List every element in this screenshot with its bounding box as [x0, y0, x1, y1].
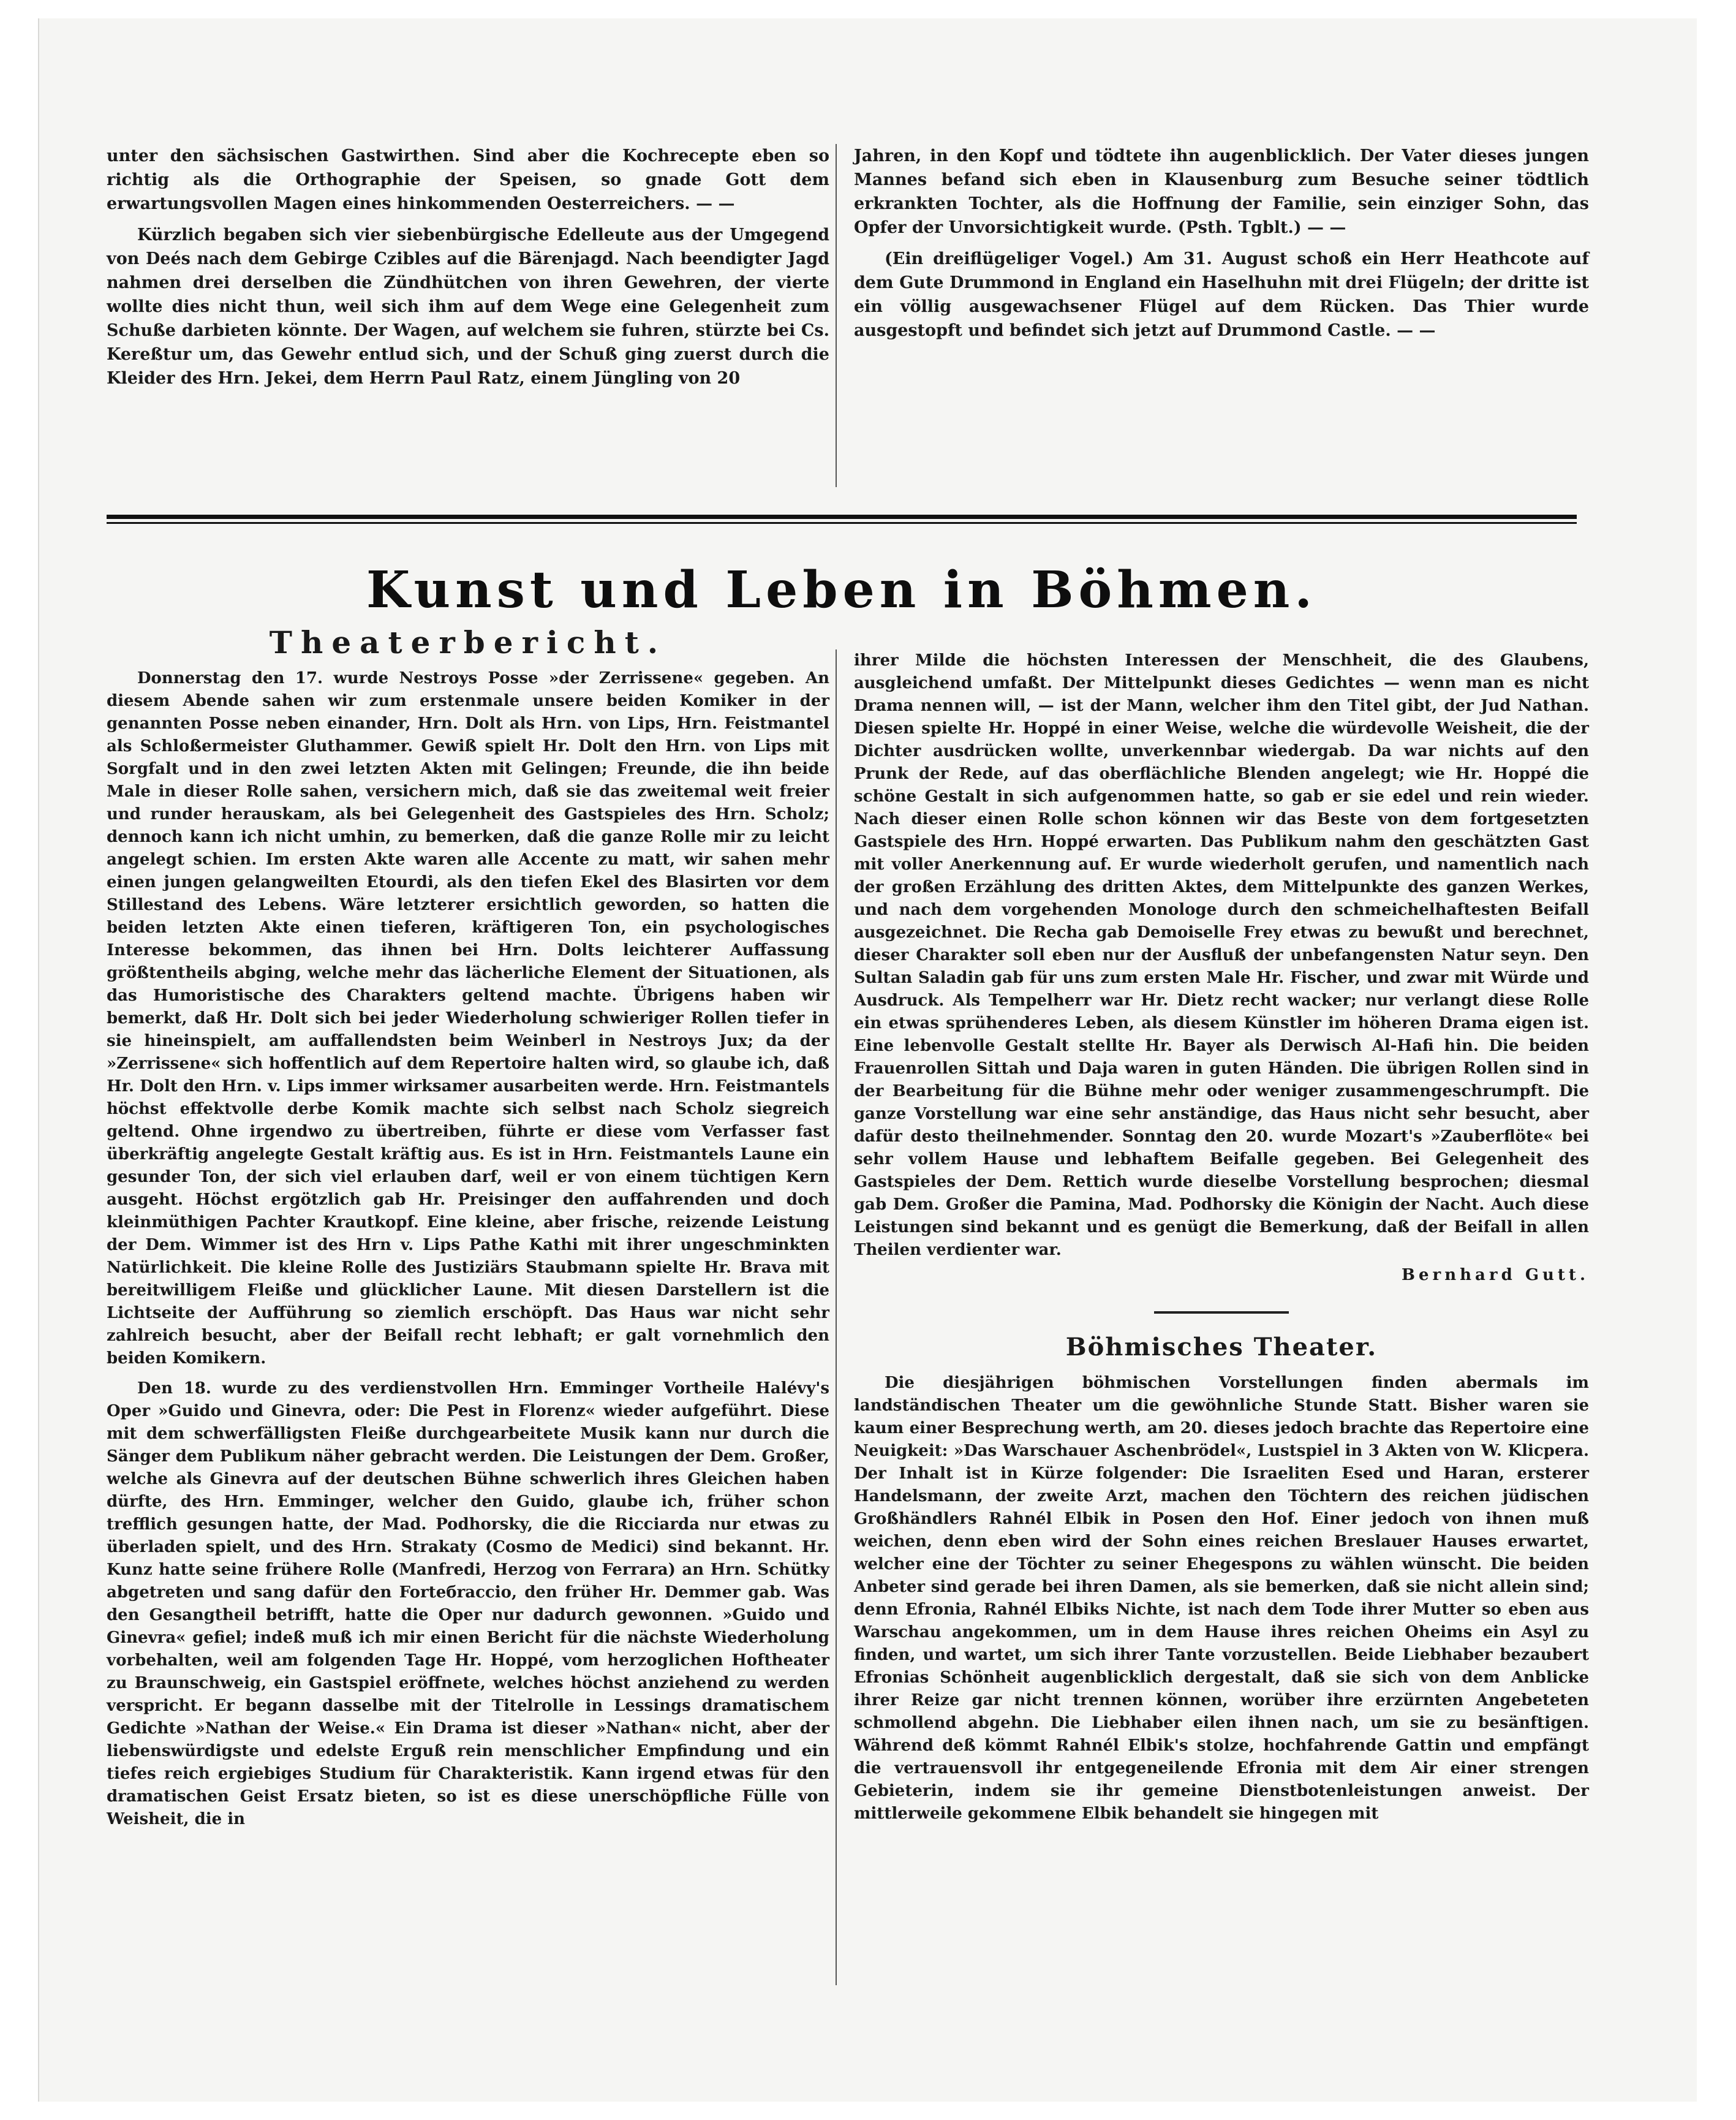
paragraph: ihrer Milde die höchsten Interessen der Menschheit, die des Glaubens, ausgleichend umfaßt. Der Mittelpunkt dieses Gedichtes — wenn man es nicht Drama nennen will, — ist der Mann, welcher ihm den Titel gibt, der Jud Nathan. Diesen spielte Hr. Hoppé in einer Weise, welche die würdevolle Weisheit, die der Dichter ausdrücken wollte, unverkennbar wiedergab. Da war nichts auf den Prunk der Rede, auf das oberflächliche Blenden angelegt; wie Hr. Hoppé die schöne Gestalt in sich aufgenommen hatte, so gab er sie edel und rein wieder. Nach dieser einen Rolle schon können wir das Beste von dem fortgesetzten Gastspiele des Hrn. Hoppé erwarten. Das Publikum nahm den geschätzten Gast mit voller Anerkennung auf. Er wurde wiederholt gerufen, und namentlich nach der großen Erzählung des dritten Aktes, dem Mittelpunkte des ganzen Werkes, und nach dem vorgehenden Monologe durch den schmeichelhaftesten Beifall ausgezeichnet. Die Recha gab Demoiselle Frey etwas zu bewußt und berechnet, dieser Charakter soll eben nur der Ausfluß der unbefangensten Natur seyn. Den Sultan Saladin gab für uns zum ersten Male Hr. Fischer, und zwar mit Würde und Ausdruck. Als Tempelherr war Hr. Dietz recht wacker; nur verlangt diese Rolle ein etwas sprühenderes Leben, als diesem Künstler im höheren Drama eigen ist. Eine lebenvolle Gestalt stellte Hr. Bayer als Derwisch Al-Hafi hin. Die beiden Frauenrollen Sittah und Daja waren in guten Händen. Die übrigen Rollen sind in der Bearbeitung für die Bühne mehr oder weniger zusammengeschrumpft. Die ganze Vorstellung war eine sehr anständige, das Haus nicht sehr besucht, aber dafür desto theilnehmender. Sonntag den 20. wurde Mozart's »Zauberflöte« bei sehr vollem Hause und lebhaftem Beifalle gegeben. Bei Gelegenheit des Gastspieles der Dem. Rettich wurde dieselbe Vorstellung besprochen; diesmal gab Dem. Großer die Pamina, Mad. Podhorsky die Königin der Nacht. Auch diese Leistungen sind bekannt und es genügt die Bemerkung, daß der Beifall in allen Theilen verdienter war.	[854, 651, 1589, 1259]
top-right-column	[842, 144, 1589, 350]
paragraph: (Ein dreiflügeliger Vogel.) Am 31. August schoß ein Herr Heathcote auf dem Gute Drummond in England ein Haselhuhn mit drei Flügeln; der dritte ist ein völlig ausgewachsener Flügel auf dem Rücken. Das Thier wurde ausgestopft und befindet sich jetzt auf Drummond Castle. — —	[854, 249, 1589, 340]
separator-rule	[1154, 1311, 1289, 1314]
theater-report-heading: Theaterbericht.	[269, 624, 667, 661]
paragraph: Kürzlich begaben sich vier siebenbürgische Edelleute aus der Umgegend von Deés nach dem Gebirge Czibles auf die Bärenjagd. Nach beendigter Jagd nahmen drei derselben die Zündhütchen von ihren Gewehren, der vierte wollte dies nicht thun, weil sich ihm auf dem Wege eine Gelegenheit zum Schuße darbieten könnte. Der Wagen, auf welchem sie fuhren, stürzte bei Cs. Kereßtur um, das Gewehr entlud sich, und der Schuß ging zuerst durch die Kleider des Hrn. Jekei, dem Herrn Paul Ratz, einem Jüngling von 20	[107, 225, 829, 388]
column-divider	[836, 144, 837, 487]
paragraph: unter den sächsischen Gastwirthen. Sind aber die Kochrecepte eben so richtig als die Orthographie der Speisen, so gnade Gott dem erwartungsvollen Magen eines hinkommenden Oesterreichers. — —	[107, 146, 829, 213]
column-divider	[836, 649, 837, 1985]
paragraph: Jahren, in den Kopf und tödtete ihn augenblicklich. Der Vater dieses jungen Mannes befand sich eben in Klausenburg zum Besuche seiner tödtlich erkrankten Tochter, als die Hoffnung der Familie, sein einziger Sohn, das Opfer der Unvorsichtigkeit wurde. (Psth. Tgblt.) — —	[854, 146, 1589, 237]
section-rule-thin	[107, 522, 1577, 524]
theater-report-left-column	[107, 624, 829, 1838]
newspaper-page	[38, 18, 1697, 2102]
signature: Bernhard Gutt.	[1402, 1266, 1589, 1284]
bohemian-theater-heading: Böhmisches Theater.	[1065, 1333, 1378, 1361]
paragraph: Den 18. wurde zu des verdienstvollen Hrn. Emminger Vortheile Halévy's Oper »Guido und Ginevra, oder: Die Pest in Florenz« wieder aufgeführt. Diese mit dem schwerfälligsten Fleiße durchgearbeitete Musik kann nur durch die Sänger dem Publikum näher gebracht werden. Die Leistungen der Dem. Großer, welche als Ginevra auf der deutschen Bühne schwerlich ihres Gleichen haben dürfte, des Hrn. Emminger, welcher den Guido, glaube ich, früher schon trefflich gesungen hatte, der Mad. Podhorsky, die die Ricciarda nur etwas zu überladen spielt, und des Hrn. Strakaty (Cosmo de Medici) sind bekannt. Hr. Kunz hatte seine frühere Rolle (Manfredi, Herzog von Ferrara) an Hrn. Schütky abgetreten und sang dafür den Forteбraccio, den früher Hr. Demmer gab. Was den Gesangtheil betrifft, hatte die Oper nur dadurch gewonnen. »Guido und Ginevra« gefiel; indeß muß ich mir einen Bericht für die nächste Wiederholung vorbehalten, weil am folgenden Tage Hr. Hoppé, vom herzoglichen Hoftheater zu Braunschweig, ein Gastspiel eröffnete, welches höchst anziehend zu werden verspricht. Er begann dasselbe mit der Titelrolle in Lessings dramatischem Gedichte »Nathan der Weise.« Ein Drama ist dieser »Nathan« nicht, aber der liebenswürdigste und edelste Erguß rein menschlicher Empfindung und ein tiefes reich ergiebiges Studium für Charakteristik. Kann irgend etwas für den dramatischen Geist Ersatz bieten, so ist es diese unerschöpfliche Fülle von Weisheit, die in	[107, 1379, 829, 1828]
section-title: Kunst und Leben in Böhmen.	[366, 561, 1317, 619]
section-rule	[107, 515, 1577, 519]
top-left-column	[107, 144, 829, 398]
theater-report-right-column	[842, 649, 1589, 1833]
paragraph: Die diesjährigen böhmischen Vorstellungen finden abermals im landständischen Theater um die gewöhnliche Stunde Statt. Bisher waren sie kaum einer Besprechung werth, am 20. dieses jedoch brachte das Repertoire eine Neuigkeit: »Das Warschauer Aschenbrödel«, Lustspiel in 3 Akten von W. Klicpera. Der Inhalt ist in Kürze folgender: Die Israeliten Esed und Haran, ersterer Handelsmann, der zweite Arzt, machen den Töchtern des reichen jüdischen Großhändlers Rahnél Elbik in Posen den Hof. Einer jedoch von ihnen muß weichen, denn eben wird der Sohn eines reichen Breslauer Hauses erwartet, welcher eine der Töchter zu seiner Ehegespons zu wählen wünscht. Die beiden Anbeter sind gerade bei ihren Damen, als sie bemerken, daß sie nicht allein sind; denn Efronia, Rahnél Elbiks Nichte, ist nach dem Tode ihrer Mutter so eben aus Warschau angekommen, um in dem Hause ihres reichen Oheims ein Asyl zu finden, und wartet, um sich ihrer Tante vorzustellen. Beide Liebhaber bezaubert Efronias Schönheit augenblicklich dergestalt, daß sie sich von dem Anblicke ihrer Reize gar nicht trennen können, worüber ihre erzürnten Angebeteten schmollend abgehn. Die Liebhaber eilen ihnen nach, um sie zu besänftigen. Während deß kömmt Rahnél Elbik's stolze, hochfahrende Gattin und empfängt die vertrauensvoll ihr entgegeneilende Efronia mit dem Air einer strengen Gebieterin, indem sie ihr gemeine Dienstbotenleistungen anweist. Der mittlerweile gekommene Elbik behandelt sie hingegen mit	[854, 1374, 1589, 1823]
paragraph: Donnerstag den 17. wurde Nestroys Posse »der Zerrissene« gegeben. An diesem Abende sahen wir zum erstenmale unsere beiden Komiker in der genannten Posse neben einander, Hrn. Dolt als Hrn. von Lips, Hrn. Feistmantel als Schloßermeister Gluthammer. Gewiß spielt Hr. Dolt den Hrn. von Lips mit Sorgfalt und in den zwei letzten Akten mit Gelingen; Freunde, die ihn beide Male in dieser Rolle sahen, versichern mich, daß sie das zweitemal weit freier und runder herauskam, als bei Gelegenheit des Gastspieles des Hrn. Scholz; dennoch kann ich nicht umhin, zu bemerken, daß die ganze Rolle mir zu leicht angelegt schien. Im ersten Akte waren alle Accente zu matt, wir sahen mehr einen jungen gelangweilten Etourdi, als den tiefen Ekel des Blasirten vor dem Stillestand des Lebens. Wäre letzterer ersichtlich geworden, so hatten die beiden letzten Akte einen tieferen, kräftigeren Ton, ein psychologisches Interesse bekommen, das ihnen bei Hrn. Dolts leichterer Auffassung größtentheils abging, welche mehr das lächerliche Element der Situationen, als das Humoristische des Charakters geltend machte. Übrigens haben wir bemerkt, daß Hr. Dolt sich bei jeder Wiederholung schwieriger Rollen tiefer in sie hineinspielt, am auffallendsten beim Weinberl in Nestroys Jux; da der »Zerrissene« sich hoffentlich auf dem Repertoire halten wird, so glaube ich, daß Hr. Dolt den Hrn. v. Lips immer wirksamer ausarbeiten werde. Hrn. Feistmantels höchst effektvolle derbe Komik machte sich selbst nach Scholz siegreich geltend. Ohne irgendwo zu übertreiben, führte er diese vom Verfasser fast überkräftig angelegte Gestalt kräftig aus. Es ist in Hrn. Feistmantels Laune ein gesunder Ton, der sich viel erlauben darf, weil er von einem tüchtigen Kern ausgeht. Höchst ergötzlich gab Hr. Preisinger den auffahrenden und doch kleinmüthigen Pachter Krautkopf. Eine kleine, aber frische, reizende Leistung der Dem. Wimmer ist des Hrn v. Lips Pathe Kathi mit ihrer ungeschminkten Natürlichkeit. Die kleine Rolle des Justiziärs Staubmann spielte Hr. Brava mit bereitwilligem Fleiße und glücklicher Laune. Mit diesen Darstellern ist die Lichtseite der Aufführung so ziemlich erschöpft. Das Haus war nicht sehr zahlreich besucht, aber der Beifall recht lebhaft; er galt vornehmlich den beiden Komikern.	[107, 669, 829, 1368]
